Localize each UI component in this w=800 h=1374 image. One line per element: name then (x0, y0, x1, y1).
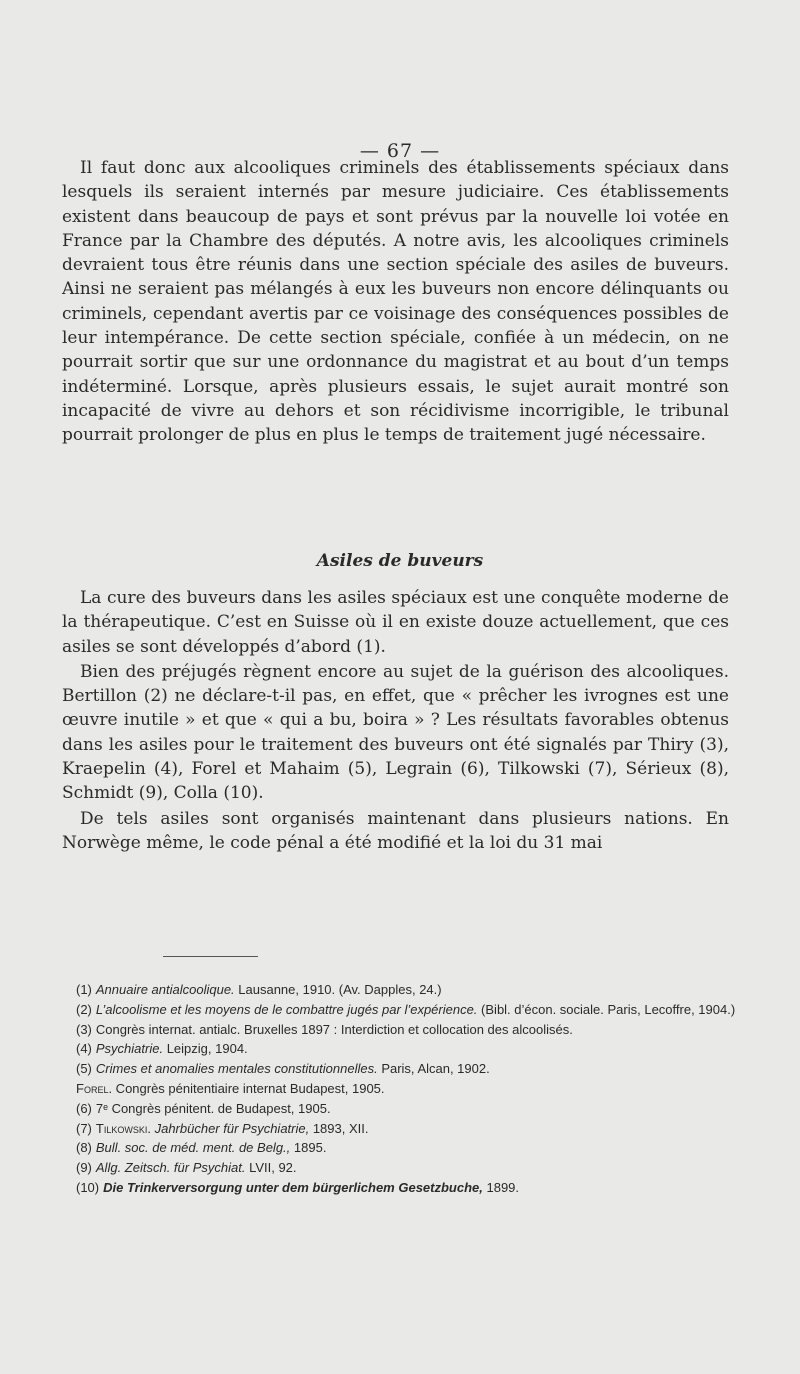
footnote (62, 1099, 742, 1119)
footnote-title: Die Trinkerversorgung unter dem bürgerlichem Gesetzbuche, (103, 1179, 483, 1195)
footnote-title: Allg. Zeitsch. für Psychiat. (95, 1160, 246, 1176)
footnote-number: (5) (76, 1061, 92, 1077)
footnote-number: (9) (76, 1160, 92, 1176)
footnote-text: 1895. (290, 1140, 327, 1156)
footnote-number: (6) (76, 1100, 92, 1116)
footnote-number: (2) (76, 1001, 92, 1017)
footnote-text: (Bibl. d’écon. sociale. Paris, Lecoffre, 1904.) (477, 1001, 736, 1017)
footnote-text: 1899. (482, 1179, 520, 1195)
footnote (62, 1138, 742, 1158)
footnote-number: (4) (76, 1041, 92, 1057)
footnote (62, 1020, 742, 1040)
footnote-title: Crimes et anomalies mentales constitutionnelles. (95, 1061, 378, 1077)
footnote-title: L’alcoolisme et les moyens de le combattre jugés par l’expérience. (95, 1001, 478, 1017)
footnote-author: Forel. (76, 1080, 113, 1096)
footnote-number: (1) (76, 982, 92, 997)
footnote-number: (3) (76, 1021, 92, 1037)
footnote-text: 1893, XII. (309, 1120, 369, 1136)
footnote-text: Lausanne, 1910. (Av. Dapples, 24.) (234, 982, 442, 997)
footnote-title: Jahrbücher für Psychiatrie, (154, 1120, 310, 1136)
section-paragraph: Bien des préjugés règnent encore au sujet de la guérison des alcooliques. Bertillon (2) ne déclare-t-il pas, en effet, que « prêcher les ivrognes est une œuvre inutile » et que « qui a bu, boira » ? Les résultats favorables obtenus dans les asiles pour le traitement des buveurs ont été signalés par Thiry (3), Kraepelin (4), Forel et Mahaim (5), Legrain (6), Tilkowski (7), Sérieux (8), Schmidt (9), Colla (10). (62, 661, 729, 804)
footnote-title: Psychiatrie. (95, 1041, 164, 1057)
footnote-divider (163, 956, 258, 957)
section-heading: Asiles de buveurs (316, 551, 484, 571)
footnote (62, 1059, 742, 1079)
footnote-text: Congrès pénitentiaire internat Budapest, 1905. (112, 1080, 385, 1096)
intro-paragraph: Il faut donc aux alcooliques criminels des établissements spéciaux dans lesquels ils seraient internés par mesure judiciaire. Ces établissements existent dans beaucoup de pays et sont prévus par la nouvelle loi votée en France par la Chambre des députés. A notre avis, les alcooliques criminels devraient tous être réunis dans une section spéciale des asiles de buveurs. Ainsi ne seraient pas mélangés à eux les buveurs non encore délinquants ou criminels, cependant avertis par ce voisinage des conséquences possibles de leur intempérance. De cette section spéciale, confiée à un médecin, on ne pourrait sortir que sur une ordonnance du magistrat et au bout d’un temps indéterminé. Lorsque, après plusieurs essais, le sujet aurait montré son incapacité de vivre au dehors et son récidivisme incorrigible, le tribunal pourrait prolonger de plus en plus le temps de traitement jugé nécessaire. (62, 158, 729, 446)
footnote-number: (8) (76, 1140, 92, 1156)
footnote (62, 1039, 742, 1059)
footnote-text: Paris, Alcan, 1902. (377, 1061, 490, 1077)
footnote-author: Tilkowski. (95, 1120, 151, 1136)
footnote (62, 1000, 742, 1020)
footnote-text: Leipzig, 1904. (163, 1041, 248, 1057)
footnote-title: Annuaire antialcoolique. (95, 982, 235, 997)
footnote-number: (10) (76, 1179, 100, 1195)
footnote-text: 7ᵉ Congrès pénitent. de Budapest, 1905. (95, 1100, 331, 1116)
footnote (62, 1119, 742, 1139)
page-number: — 67 — (359, 140, 441, 162)
footnote-number: (7) (76, 1120, 92, 1136)
footnote (62, 980, 742, 1000)
footnote (62, 1158, 742, 1178)
footnote (62, 1079, 742, 1099)
footnote (62, 1178, 742, 1198)
footnotes (62, 980, 742, 1198)
footnote-title: Bull. soc. de méd. ment. de Belg., (95, 1140, 291, 1156)
intro-paragraph-block (62, 156, 729, 448)
section-body (62, 586, 729, 856)
section-paragraph: De tels asiles sont organisés maintenant dans plusieurs nations. En Norwège même, le code pénal a été modifié et la loi du 31 mai (62, 808, 729, 853)
section-paragraph: La cure des buveurs dans les asiles spéciaux est une conquête moderne de la thérapeutique. C’est en Suisse où il en existe douze actuellement, que ces asiles se sont développés d’abord (1). (62, 588, 729, 657)
footnote-text: LVII, 92. (245, 1160, 297, 1176)
footnote-text: Congrès internat. antialc. Bruxelles 1897 : Interdiction et collocation des alcoolisés. (95, 1021, 573, 1037)
